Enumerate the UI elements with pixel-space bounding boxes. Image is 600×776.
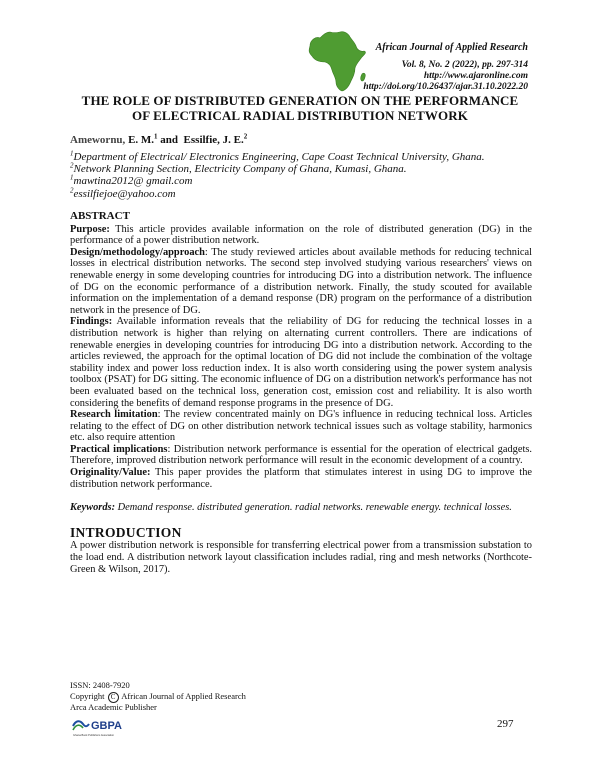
copyright-pre: Copyright [70,691,105,701]
abstract-design [70,247,532,317]
keywords-label: Keywords: [70,502,116,514]
gbpa-logo [70,712,130,738]
email-2-text[interactable]: essilfiejoe@yahoo.com [73,188,176,200]
design-text: : The study reviewed articles about available methods for reducing technical losses in electrical distribution networks. The second step involved studying various researchers' views on renewable energy in some developing countries for introducing DG into a distribution network. The influence of DG on the economic performance of a distribution network. Finally, the study scouted for available information on the implementation of a demand response (DR) program on the performance of a distribution network in the presence of DG. [70,246,532,316]
affiliation-1-text: Department of Electrical/ Electronics Engineering, Cape Coast Technical University, Ghana. [73,151,485,163]
author2-sup: 2 [243,132,248,141]
gbpa-wave-icon [73,721,89,730]
paper-title-line2: OF ELECTRICAL RADIAL DISTRIBUTION NETWORK [132,108,468,123]
journal-url[interactable]: http://www.ajaronline.com [423,71,528,81]
issn: ISSN: 2408-7920 [70,680,130,690]
abstract-limitation [70,409,532,444]
author1-initials: E. M. [128,134,155,146]
findings-label: Findings: [70,316,113,328]
findings-text: Available information reveals that the reliability of DG for reducing the technical losses in a distribution network is higher than relying on alternating current controllers. There are indications of renewable energies in developing countries for introducing DG into a distribution network. According to the articles reviewed, the approach for the optimal location of DG did not include the combination of the voltage stability index and power loss reduction index. It is also worth considering using the power system analysis toolbox (PSAT) for DG sitting. The economic influence of DG on a distribution network's performance has not been evaluated based on the technical loss, generation cost, emission cost and reliability. It is also worth considering the benefits of demand response programs in the presence of DG. [70,316,532,409]
email-1-sup: 1 [70,173,74,182]
email-1-text[interactable]: mawtina2012@ gmail.com [73,175,193,187]
copyright-holder: African Journal of Applied Research [121,691,246,701]
copyright-icon: C [108,692,119,703]
abstract-heading: ABSTRACT [70,210,130,222]
abstract-practical [70,444,532,467]
gbpa-text: GBPA [91,720,122,732]
main-content [70,211,532,575]
gbpa-subtitle: Ghana Book Publishers Association [73,734,115,737]
affiliation-1-sup: 1 [70,149,74,158]
affiliation-2-text: Network Planning Section, Electricity Company of Ghana, Kumasi, Ghana. [73,163,407,175]
africa-map-icon [306,24,368,96]
copyright [70,691,246,703]
abstract-originality [70,467,532,490]
email-2 [70,188,176,201]
abstract-purpose [70,224,532,247]
limitation-text: : The review concentrated mainly on DG's influence in reducing technical loss. Articles relating to the effect of DG on other distribution network technical issues such as voltage stability, harmonics etc. also require attention [70,409,533,444]
author-list [70,134,247,147]
introduction-text: A power distribution network is responsible for transferring electrical power from a transmission substation to the load end. A distribution network layout classification includes radial, ring and mesh networks (Northcote-Green & Wilson, 2017). [70,540,532,575]
publisher: Arca Academic Publisher [70,702,157,712]
limitation-label: Research limitation [70,409,158,421]
practical-label: Practical implications [70,443,168,455]
design-label: Design/methodology/approach [70,246,205,258]
paper-title [60,93,540,123]
keywords-text: Demand response. distributed generation. radial networks. renewable energy. technical losses. [115,502,512,514]
keywords [70,502,532,514]
purpose-text: This article provides available information on the role of distributed generation (DG) in the performance of a power distribution network. [70,223,532,247]
author-and: and [160,134,179,146]
email-1 [70,175,192,188]
originality-label: Originality/Value: [70,467,151,479]
practical-text: : Distribution network performance is essential for the operation of electrical gadgets. Therefore, improved distribution network performance will result in the economic development of a country. [70,443,533,467]
abstract-findings [70,316,532,409]
page-number: 297 [497,718,514,730]
author1-sup: 1 [154,132,158,141]
affiliation-2-sup: 2 [70,161,74,170]
originality-text: This paper provides the platform that stimulates interest in using DG to improve the distribution network performance. [70,467,532,490]
email-2-sup: 2 [70,186,74,195]
author2-name: Essilfie, J. E. [183,134,244,146]
article-doi[interactable]: http://doi.org/10.26437/ajar.31.10.2022.20 [363,82,528,92]
author1-surname: Amewornu, [70,134,126,146]
journal-volume: Vol. 8, No. 2 (2022), pp. 297-314 [401,60,528,70]
purpose-label: Purpose: [70,223,110,235]
journal-name: African Journal of Applied Research [375,42,528,53]
introduction-heading: INTRODUCTION [70,524,182,540]
paper-title-line1: THE ROLE OF DISTRIBUTED GENERATION ON THE PERFORMANCE [81,93,519,108]
